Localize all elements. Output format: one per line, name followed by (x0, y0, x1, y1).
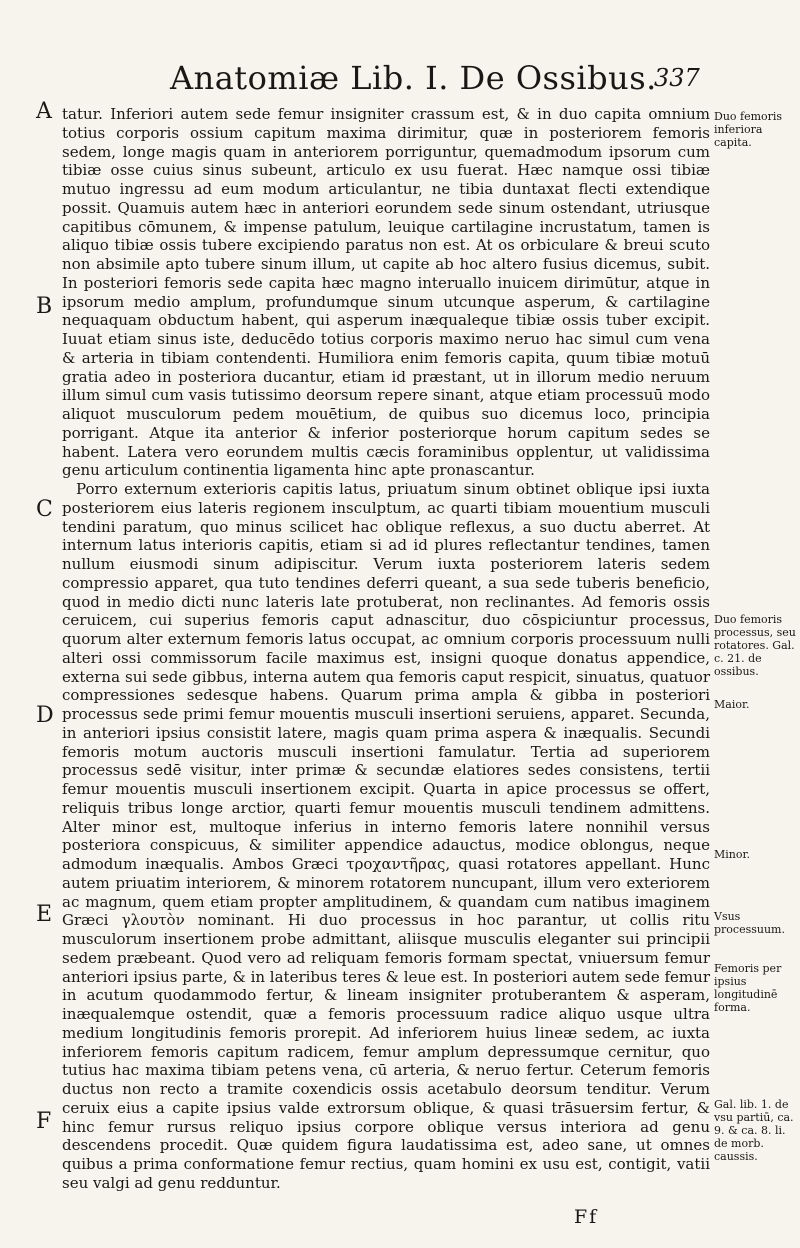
main-text (62, 105, 710, 1193)
paragraph: tatur. Inferiori autem sede femur insigniter crassum est, & in duo capita omnium totius corporis ossium capitum maxima dirimitur, quæ in posteriorem femoris sedem, longe magis quam in anteriorem porriguntur, quemadmodum ipsorum cum tibiæ osse cuius sinus subeunt, articulo ex usu fuerat. Hæc namque ossi tibiæ mutuo ingressu ad eum modum articulantur, ne tibia duntaxat flecti extendique possit. Quamuis autem hæc in anteriori eorundem sede sinum ostendant, utriusque capitibus cōmunem, & impense patulum, leuique cartilagine incrustatum, tamen is aliquo tibiæ ossis tubere excipiendo paratus non est. At os orbiculare & breui scuto non absimile apto tubere sinum illum, ut capite ab hoc altero fusius dicemus, subit. In posteriori femoris sede capita hæc magno interuallo inuicem dirimūtur, atque in ipsorum medio amplum, profundumque sinum utcunque asperum, & cartilagine nequaquam obductum habent, qui asperum inæqualeque tibiæ ossis tuber excipit. Iuuat etiam sinus iste, deducēdo totius corporis maximo neruo hac simul cum vena & arteria in tibiam contendenti. Humiliora enim femoris capita, quum tibiæ motuū gratia adeo in posteriora ducantur, etiam id præstant, ut in illorum medio neruum illum simul cum vasis tutissimo deorsum repere sinant, atque etiam processuū modo aliquot musculorum pedem mouētium, de quibus suo dicemus loco, principia porrigant. Atque ita anterior & inferior posteriorque horum capitum sedes se habent. Latera vero eorundem multis cæcis foraminibus opplentur, ut validissima genu articulum continentia ligamenta hinc apte pronascantur. (62, 105, 710, 480)
margin-note: Maior. (714, 698, 750, 711)
running-header (170, 58, 710, 104)
margin-note: Femoris per ipsius longitudinē forma. (714, 962, 782, 1014)
margin-note: Minor. (714, 848, 751, 861)
margin-note: Duo femoris inferiora capita. (714, 110, 783, 149)
paragraph: Porro externum exterioris capitis latus, priuatum sinum obtinet oblique ipsi iuxta posteriorem eius lateris regionem insculptum, ac quarti tibiam mouentium musculi tendini paratum, quo minus scilicet hac oblique reflexus, a suo ductu aberret. At internum latus interioris capitis, etiam si ad id plures reflectantur tendines, tamen nullum eiusmodi sinum adipiscitur. Verum iuxta posteriorem lateris sedem compressio apparet, qua tuto tendines deferri queant, a sua sede tuberis beneficio, quod in medio dicti nunc lateris late protuberat, non reclinantes. Ad femoris ossis ceruicem, cui superius femoris caput adnascitur, duo cōspiciuntur processus, quorum alter externum femoris latus occupat, ac omnium corporis processuum nulli alteri ossi commissorum facile maximus est, insigni quoque donatus appendice, externa sui sede gibbus, interna autem qua femoris caput respicit, sinuatus, quatuor compressiones sedesque habens. Quarum prima ampla & gibba in posteriori processus sede primi femur mouentis musculi insertioni seruiens, apparet. Secunda, in anteriori ipsius consistit latere, magis quam prima aspera & inæqualis. Secundi femoris motum auctoris musculi insertioni famulatur. Tertia ad superiorem processus sedē visitur, inter primæ & secundæ elatiores sedes consistens, tertii femur mouentis musculi insertionem excipit. Quarta in apice processus se offert, reliquis tribus longe arctior, quarti femur mouentis musculi tendinem admittens. Alter minor est, multoque inferius in interno femoris latere nonnihil versus posteriora conspicuus, & similiter appendice adauctus, modice oblongus, neque admodum inæqualis. Ambos Græci τροχαντῆρας, quasi rotatores appellant. Hunc autem priuatim interiorem, & minorem rotatorem nuncupant, illum vero exteriorem ac magnum, quem etiam propter amplitudinem, & quandam cum natibus imaginem Græci γλουτὸν nominant. Hi duo processus in hoc parantur, ut collis ritu musculorum insertionem probe admittant, aliisque musculis eleganter sui principii sedem præbeant. Quod vero ad reliquam femoris formam spectat, vniuersum femur anteriori ipsius parte, & in lateribus teres & leue est. In posteriori autem sede femur in acutum quodammodo fertur, & lineam insigniter protuberantem & asperam, inæqualemque ostendit, quæ a femoris processuum radice aliquo usque ultra medium longitudinis femoris prorepit. Ad inferiorem huius lineæ sedem, ac iuxta inferiorem femoris capitum radicem, femur amplum depressumque cernitur, quo tutius hac maxima tibiam petens vena, cū arteria, & neruo fertur. Ceterum femoris ductus non recto a tramite coxendicis ossis acetabulo deorsum tenditur. Verum ceruix eius a capite ipsius valde extrorsum oblique, & quasi trāsuersim fertur, & hinc femur rursus reliquo ipsius corpore oblique versus interiora ad genu descendens procedit. Quæ quidem figura laudatissima est, adeo sane, ut omnes quibus a prima conformatione femur rectius, quam homini ex usu est, contigit, vatii seu valgi ad genu redduntur. (62, 480, 710, 1192)
section-letter-b: B (36, 294, 53, 319)
section-letter-d: D (36, 703, 54, 728)
section-letter-e: E (36, 902, 53, 927)
margin-note: Gal. lib. 1. de vsu partiū, ca. 9. & ca. 8. li. de morb. caussis. (714, 1098, 794, 1163)
section-letter-f: F (36, 1109, 52, 1134)
page-number: 337 (654, 64, 700, 92)
margin-note: Duo femoris processus, seu rotatores. Gal. c. 21. de ossibus. (714, 613, 796, 678)
section-letter-a: A (36, 99, 52, 124)
running-title: Anatomiæ Lib. I. De Ossibus. (170, 59, 657, 97)
section-letter-c: C (36, 497, 53, 522)
margin-note: Vsus processuum. (714, 910, 785, 936)
signature-mark: Ff (574, 1206, 599, 1228)
